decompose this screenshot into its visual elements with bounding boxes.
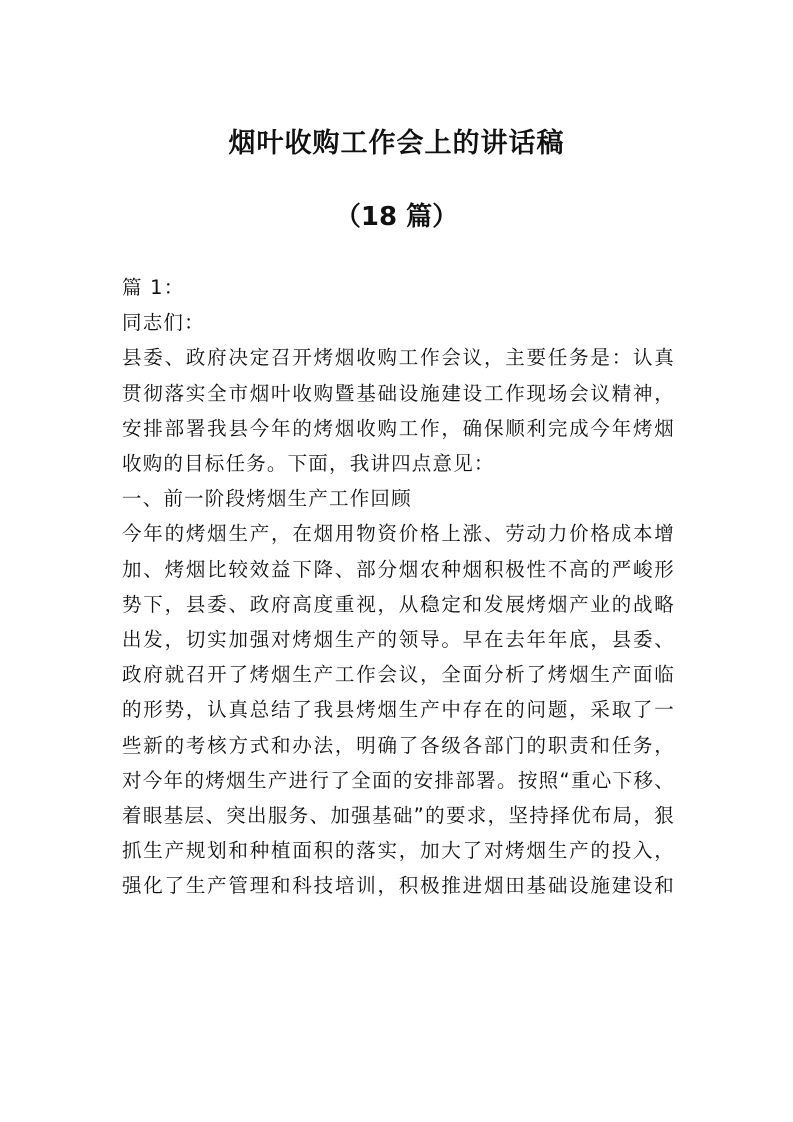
text-line: 政府就召开了烤烟生产工作会议，全面分析了烤烟生产面临 (122, 663, 675, 687)
text-line: 对今年的烤烟生产进行了全面的安排部署。按照“重心下移、 (122, 768, 675, 792)
text-line: 贯彻落实全市烟叶收购暨基础设施建设工作现场会议精神， (122, 381, 675, 405)
text-line: 势下，县委、政府高度重视，从稳定和发展烤烟产业的战略 (122, 592, 675, 616)
text-line: 同志们： (122, 311, 205, 335)
text-line: 一、前一阶段烤烟生产工作回顾 (122, 487, 412, 511)
text-line: 着眼基层、突出服务、加强基础”的要求，坚持择优布局，狠 (122, 804, 675, 828)
document-subtitle: （18 篇） (334, 202, 459, 232)
text-line: 县委、政府决定召开烤烟收购工作会议，主要任务是：认真 (122, 346, 675, 370)
text-line: 今年的烤烟生产，在烟用物资价格上涨、劳动力价格成本增 (122, 522, 675, 546)
text-line: 收购的目标任务。下面，我讲四点意见： (122, 452, 495, 476)
text-line: 抓生产规划和种植面积的落实，加大了对烤烟生产的投入， (122, 839, 675, 863)
text-line: 些新的考核方式和办法，明确了各级各部门的职责和任务， (122, 733, 675, 757)
text-line: 加、烤烟比较效益下降、部分烟农种烟积极性不高的严峻形 (122, 557, 675, 581)
text-line: 出发，切实加强对烤烟生产的领导。早在去年年底，县委、 (122, 628, 675, 652)
text-line: 篇 1： (122, 276, 185, 299)
text-line: 强化了生产管理和科技培训，积极推进烟田基础设施建设和 (122, 874, 675, 898)
document-body (122, 270, 675, 904)
document-title: 烟叶收购工作会上的讲话稿 (228, 128, 565, 159)
text-line: 的形势，认真总结了我县烤烟生产中存在的问题，采取了一 (122, 698, 675, 722)
text-line: 安排部署我县今年的烤烟收购工作，确保顺利完成今年烤烟 (122, 416, 675, 440)
